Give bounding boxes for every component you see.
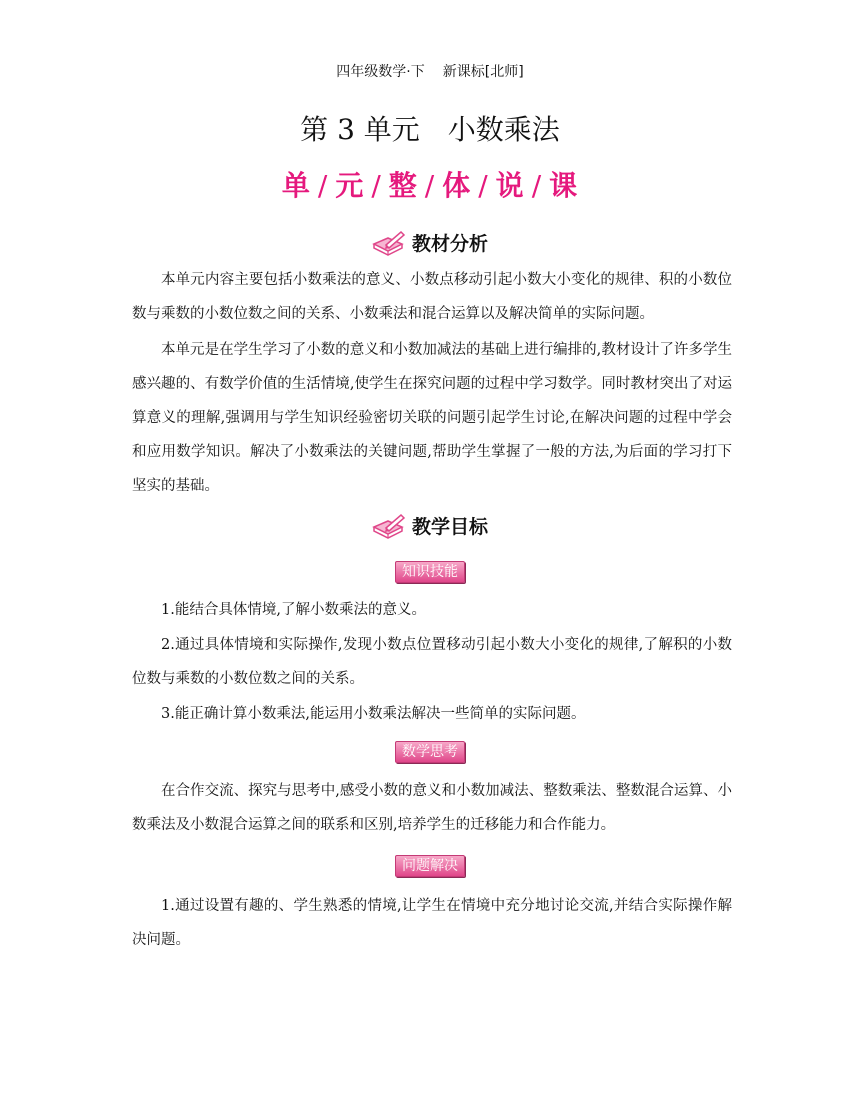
list-item: 2.通过具体情境和实际操作,发现小数点位置移动引起小数大小变化的规律,了解积的小数位数与乘数的小数位数之间的关系。 [132, 637, 732, 687]
pen-book-icon [372, 230, 406, 256]
subtitle-separator: / [371, 169, 382, 202]
unit-name: 小数乘法 [447, 113, 560, 146]
tag-label: 知识技能 [395, 561, 465, 583]
subtitle-separator: / [478, 169, 489, 202]
subtitle-separator: / [424, 169, 436, 202]
tag-knowledge [0, 561, 860, 583]
list-item: 1.通过设置有趣的、学生熟悉的情境,让学生在情境中充分地讨论交流,并结合实际操作解决问题。 [132, 898, 732, 948]
section-title: 教材分析 [411, 233, 488, 255]
subtitle-char: 单 [281, 169, 311, 202]
subtitle-char: 整 [388, 169, 418, 202]
list-item: 3.能正确计算小数乘法,能运用小数乘法解决一些简单的实际问题。 [161, 706, 586, 722]
paragraph: 本单元是在学生学习了小数的意义和小数加减法的基础上进行编排的,教材设计了许多学生感兴趣的、有数学价值的生活情境,使学生在探究问题的过程中学习数学。同时教材突出了对运算意义的理解,强调用与学生知识经验密切关联的问题引起学生讨论,在解决问题的过程中学会和应用数学知识。解决了小数乘法的关键问题,帮助学生掌握了一般的方法,为后面的学习打下坚实的基础。 [132, 342, 732, 494]
tag-label: 数学思考 [395, 741, 465, 763]
paragraph: 在合作交流、探究与思考中,感受小数的意义和小数加减法、整数乘法、整数混合运算、小数乘法及小数混合运算之间的联系和区别,培养学生的迁移能力和合作能力。 [132, 783, 732, 833]
subtitle-char: 课 [549, 169, 579, 202]
header-subject: 四年级数学·下 [336, 64, 425, 80]
tag-label: 问题解决 [395, 855, 465, 877]
subtitle-char: 元 [335, 169, 365, 202]
unit-subtitle [0, 164, 860, 204]
tag-problem [0, 855, 860, 877]
tag-thinking [0, 741, 860, 763]
subtitle-char: 说 [495, 169, 525, 202]
subtitle-char: 体 [442, 169, 472, 202]
subtitle-separator: / [531, 169, 543, 202]
unit-number: 第 3 单元 [300, 113, 420, 146]
unit-title [0, 108, 860, 148]
page-header [0, 61, 860, 81]
section-heading-analysis [0, 229, 860, 256]
paragraph: 本单元内容主要包括小数乘法的意义、小数点移动引起小数大小变化的规律、积的小数位数与乘数的小数位数之间的关系、小数乘法和混合运算以及解决简单的实际问题。 [132, 272, 732, 322]
header-edition: 新课标[北师] [442, 64, 524, 80]
section-heading-goals [0, 512, 860, 539]
subtitle-separator: / [317, 169, 329, 202]
pen-book-icon [372, 513, 406, 539]
list-item: 1.能结合具体情境,了解小数乘法的意义。 [161, 602, 426, 618]
section-title: 教学目标 [411, 516, 488, 538]
